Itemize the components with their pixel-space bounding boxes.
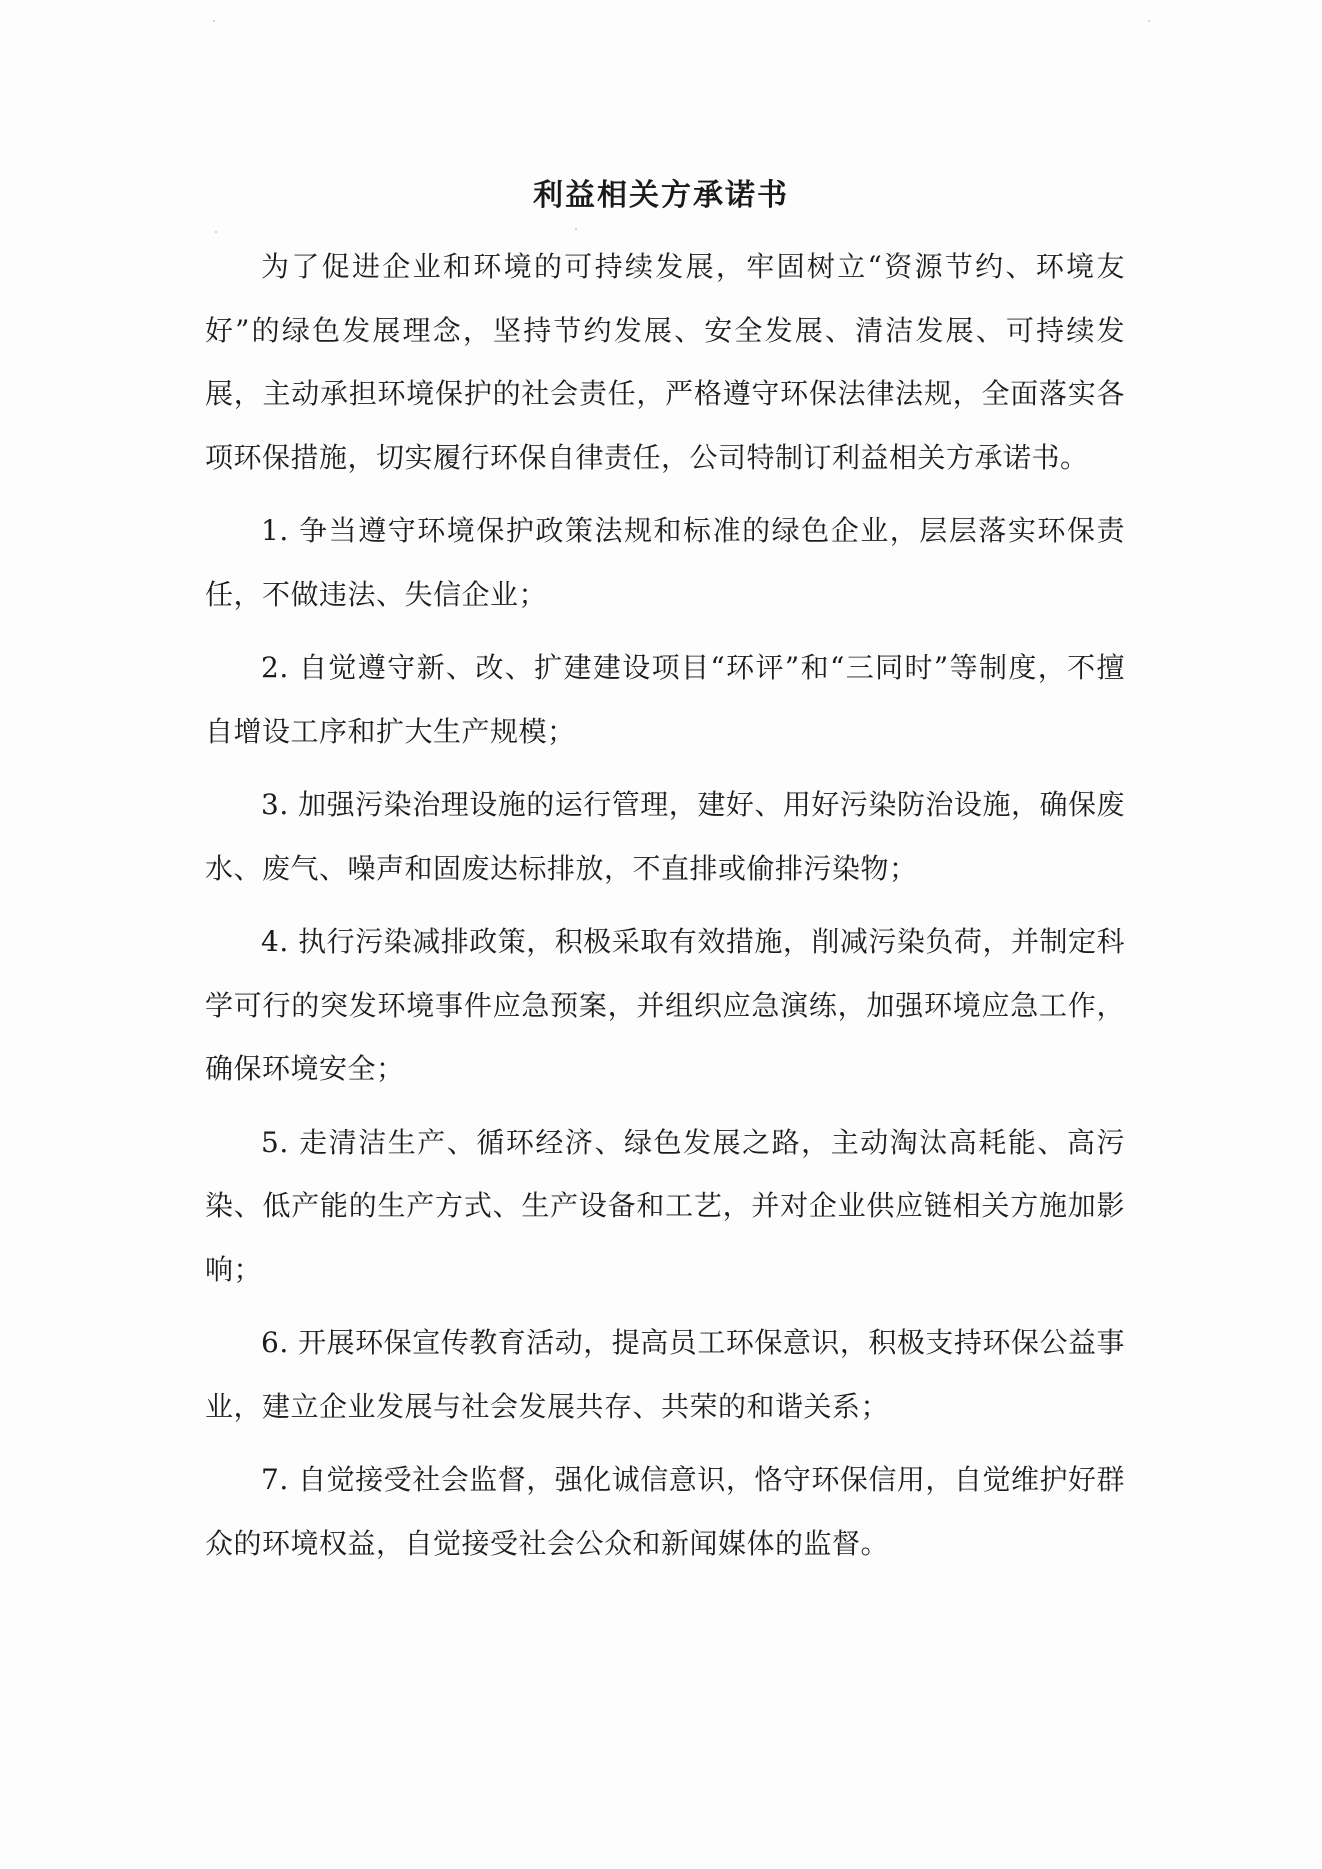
item-number: 1. bbox=[261, 514, 289, 547]
commitment-item-4 bbox=[205, 910, 1125, 1101]
scan-speck bbox=[575, 228, 577, 230]
scan-speck bbox=[213, 20, 215, 22]
item-text: 自觉遵守新、改、扩建建设项目“环评”和“三同时”等制度，不擅自增设工序和扩大生产规模； bbox=[205, 651, 1125, 748]
document-title: 利益相关方承诺书 bbox=[533, 178, 789, 213]
item-text: 执行污染减排政策，积极采取有效措施，削减污染负荷，并制定科学可行的突发环境事件应急预案，并组织应急演练，加强环境应急工作，确保环境安全； bbox=[205, 925, 1125, 1085]
intro-paragraph: 为了促进企业和环境的可持续发展，牢固树立“资源节约、环境友好”的绿色发展理念，坚持节约发展、安全发展、清洁发展、可持续发展，主动承担环境保护的社会责任，严格遵守环保法律法规，全面落实各项环保措施，切实履行环保自律责任，公司特制订利益相关方承诺书。 bbox=[205, 250, 1125, 474]
commitment-item-5 bbox=[205, 1111, 1125, 1302]
item-number: 5. bbox=[261, 1125, 289, 1159]
item-number: 3. bbox=[261, 788, 289, 821]
item-text: 自觉接受社会监督，强化诚信意识，恪守环保信用，自觉维护好群众的环境权益，自觉接受社会公众和新闻媒体的监督。 bbox=[205, 1463, 1125, 1560]
commitment-item-1 bbox=[205, 499, 1125, 626]
item-text: 加强污染治理设施的运行管理，建好、用好污染防治设施，确保废水、废气、噪声和固废达标排放，不直排或偷排污染物； bbox=[205, 788, 1125, 885]
item-number: 6. bbox=[261, 1326, 289, 1359]
item-text: 走清洁生产、循环经济、绿色发展之路，主动淘汰高耗能、高污染、低产能的生产方式、生产设备和工艺，并对企业供应链相关方施加影响； bbox=[205, 1125, 1125, 1286]
item-number: 4. bbox=[261, 925, 289, 958]
item-text: 争当遵守环境保护政策法规和标准的绿色企业，层层落实环保责任，不做违法、失信企业； bbox=[205, 514, 1125, 611]
document-body bbox=[205, 235, 1125, 1585]
item-number: 2. bbox=[261, 651, 289, 684]
commitment-item-2 bbox=[205, 636, 1125, 763]
item-text: 开展环保宣传教育活动，提高员工环保意识，积极支持环保公益事业，建立企业发展与社会发展共存、共荣的和谐关系； bbox=[205, 1326, 1125, 1423]
scan-speck bbox=[1148, 20, 1150, 22]
item-number: 7. bbox=[261, 1463, 289, 1496]
commitment-item-3 bbox=[205, 773, 1125, 900]
commitment-item-6 bbox=[205, 1311, 1125, 1438]
scan-speck bbox=[215, 231, 217, 233]
commitment-item-7 bbox=[205, 1448, 1125, 1575]
